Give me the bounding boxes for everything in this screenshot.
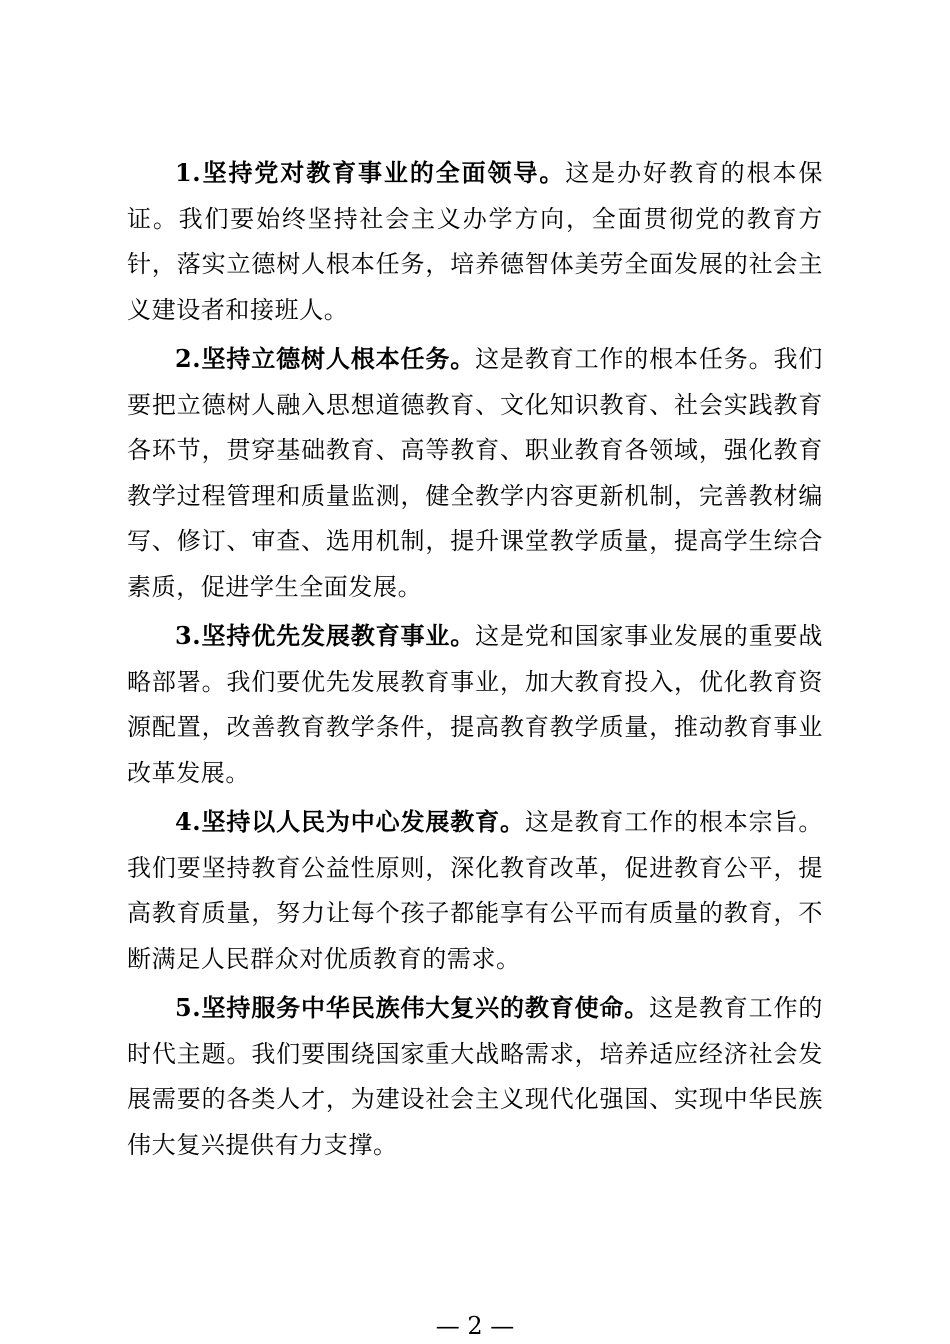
page-number: — 2 — — [435, 1312, 515, 1340]
paragraph-1 — [127, 150, 823, 333]
paragraph-5 — [127, 985, 823, 1168]
paragraph-text: 这是教育工作的时代主题。我们要围绕国家重大战略需求，培养适应经济社会发展需要的各类人才，为建设社会主义现代化强国、实现中华民族伟大复兴提供有力支撑。 — [127, 994, 823, 1159]
paragraph-text: 这是党和国家事业发展的重要战略部署。我们要优先发展教育事业，加大教育投入，优化教育资源配置，改善教育教学条件，提高教育教学质量，推动教育事业改革发展。 — [127, 622, 823, 787]
paragraph-3 — [127, 613, 823, 796]
paragraph-2 — [127, 336, 823, 610]
paragraph-heading: 坚持党对教育事业的全面领导。 — [201, 158, 566, 187]
paragraph-4 — [127, 799, 823, 982]
paragraph-text: 这是办好教育的根本保证。我们要始终坚持社会主义办学方向，全面贯彻党的教育方针，落实立德树人根本任务，培养德智体美劳全面发展的社会主义建设者和接班人。 — [127, 159, 823, 324]
paragraph-heading: 坚持以人民为中心发展教育。 — [201, 807, 525, 836]
document-body — [127, 150, 823, 1171]
paragraph-number: 2. — [175, 344, 202, 373]
paragraph-number: 1. — [175, 158, 202, 187]
paragraph-heading: 坚持优先发展教育事业。 — [201, 621, 476, 650]
paragraph-heading: 坚持立德树人根本任务。 — [201, 344, 476, 373]
paragraph-number: 4. — [175, 807, 202, 836]
paragraph-text: 这是教育工作的根本任务。我们要把立德树人融入思想道德教育、文化知识教育、社会实践教育各环节，贯穿基础教育、高等教育、职业教育各领域，强化教育教学过程管理和质量监测，健全教学内容更新机制，完善教材编写、修订、审查、选用机制，提升课堂教学质量，提高学生综合素质，促进学生全面发展。 — [127, 345, 823, 601]
paragraph-number: 5. — [175, 993, 202, 1022]
paragraph-text: 这是教育工作的根本宗旨。我们要坚持教育公益性原则，深化教育改革，促进教育公平，提高教育质量，努力让每个孩子都能享有公平而有质量的教育，不断满足人民群众对优质教育的需求。 — [127, 808, 823, 973]
paragraph-number: 3. — [175, 621, 202, 650]
paragraph-heading: 坚持服务中华民族伟大复兴的教育使命。 — [201, 993, 650, 1022]
